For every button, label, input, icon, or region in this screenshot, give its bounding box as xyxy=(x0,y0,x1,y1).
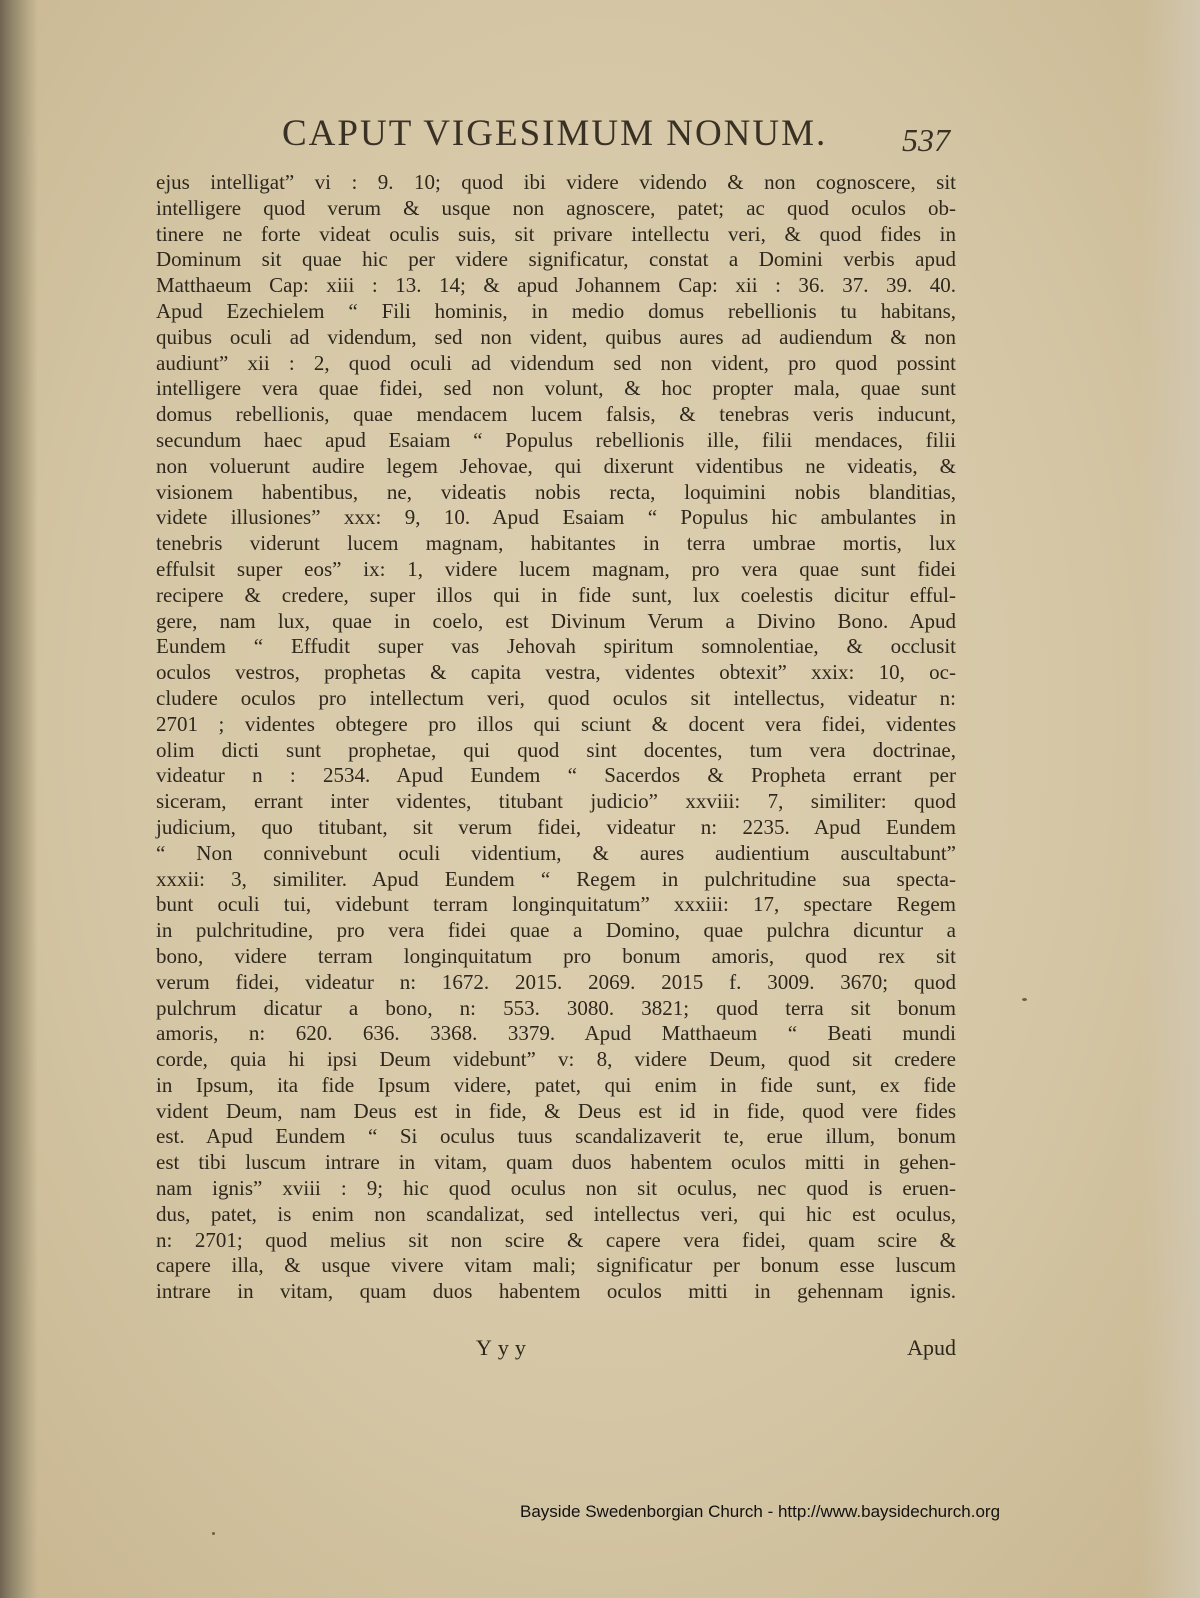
text-line: Matthaeum Cap: xiii : 13. 14; & apud Johannem Cap: xii : 36. 37. 39. 40. xyxy=(156,273,956,298)
text-line: videatur n : 2534. Apud Eundem “ Sacerdos & Propheta errant per xyxy=(156,763,956,788)
text-line: tenebris viderunt lucem magnam, habitantes in terra umbrae mortis, lux xyxy=(156,531,956,556)
page-footer xyxy=(156,1335,956,1365)
signature-mark: Yyy xyxy=(476,1335,532,1360)
text-line: olim dicti sunt prophetae, qui quod sint docentes, tum vera doctrinae, xyxy=(156,737,956,762)
paper-speck xyxy=(212,1532,215,1535)
text-line: verum fidei, videatur n: 1672. 2015. 2069. 2015 f. 3009. 3670; quod xyxy=(156,969,956,994)
text-line: tinere ne forte videat oculis suis, sit privare intellectu veri, & quod fides in xyxy=(156,221,956,246)
text-line: corde, quia hi ipsi Deum videbunt” v: 8, videre Deum, quod sit credere xyxy=(156,1047,956,1072)
text-line: Apud Ezechielem “ Fili hominis, in medio domus rebellionis tu habitans, xyxy=(156,298,956,323)
text-line: amoris, n: 620. 636. 3368. 3379. Apud Matthaeum “ Beati mundi xyxy=(156,1021,956,1046)
text-line: visionem habentibus, ne, videatis nobis recta, loquimini nobis blanditias, xyxy=(156,479,956,504)
text-line: ejus intelligat” vi : 9. 10; quod ibi videre videndo & non cognoscere, sit xyxy=(156,170,956,194)
paper-speck xyxy=(1022,998,1027,1001)
text-line: videte illusiones” xxx: 9, 10. Apud Esaiam “ Populus hic ambulantes in xyxy=(156,505,956,530)
page-number: 537 xyxy=(902,122,950,158)
page-edge xyxy=(1140,0,1200,1598)
text-line: 2701 ; videntes obtegere pro illos qui sciunt & docent vera fidei, videntes xyxy=(156,711,956,736)
text-line: est. Apud Eundem “ Si oculus tuus scandalizaverit te, erue illum, bonum xyxy=(156,1124,956,1149)
text-line: audiunt” xii : 2, quod oculi ad videndum sed non vident, pro quod possint xyxy=(156,350,956,375)
text-line: est tibi luscum intrare in vitam, quam duos habentem oculos mitti in gehen- xyxy=(156,1150,956,1175)
text-line: domus rebellionis, quae mendacem lucem falsis, & tenebras veris inducunt, xyxy=(156,402,956,427)
text-line: in pulchritudine, pro vera fidei quae a Domino, quae pulchra dicuntur a xyxy=(156,918,956,943)
book-spine-shadow xyxy=(0,0,38,1598)
watermark-text: Bayside Swedenborgian Church - http://www.baysidechurch.org xyxy=(520,1502,1001,1521)
body-text xyxy=(156,170,956,1305)
text-line: capere illa, & usque vivere vitam mali; significatur per bonum esse luscum xyxy=(156,1253,956,1278)
text-line: dus, patet, is enim non scandalizat, sed intellectus veri, qui hic est oculus, xyxy=(156,1201,956,1226)
text-line: intelligere vera quae fidei, sed non volunt, & hoc propter mala, quae sunt xyxy=(156,376,956,401)
text-line: intrare in vitam, quam duos habentem oculos mitti in gehennam ignis. xyxy=(156,1279,956,1304)
text-line: secundum haec apud Esaiam “ Populus rebellionis ille, filii mendaces, filii xyxy=(156,427,956,452)
text-line: gere, nam lux, quae in coelo, est Divinum Verum a Divino Bono. Apud xyxy=(156,608,956,633)
text-line: recipere & credere, super illos qui in fide sunt, lux coelestis dicitur efful- xyxy=(156,582,956,607)
text-line: xxxii: 3, similiter. Apud Eundem “ Regem in pulchritudine sua specta- xyxy=(156,866,956,891)
text-line: non voluerunt audire legem Jehovae, qui dixerunt videntibus ne videatis, & xyxy=(156,453,956,478)
text-line: judicium, quo titubant, sit verum fidei, videatur n: 2235. Apud Eundem xyxy=(156,814,956,839)
catchword: Apud xyxy=(907,1335,956,1360)
text-line: “ Non connivebunt oculi videntium, & aures audientium auscultabunt” xyxy=(156,840,956,865)
text-line: Eundem “ Effudit super vas Jehovah spiritum somnolentiae, & occlusit xyxy=(156,634,956,659)
text-line: oculos vestros, prophetas & capita vestra, videntes obtexit” xxix: 10, oc- xyxy=(156,660,956,685)
text-line: n: 2701; quod melius sit non scire & capere vera fidei, quam scire & xyxy=(156,1227,956,1252)
text-line: intelligere quod verum & usque non agnoscere, patet; ac quod oculos ob- xyxy=(156,195,956,220)
text-line: quibus oculi ad videndum, sed non vident, quibus aures ad audiendum & non xyxy=(156,324,956,349)
running-title: CAPUT VIGESIMUM NONUM. xyxy=(282,113,828,154)
text-line: bunt oculi tui, videbunt terram longinquitatum” xxxiii: 17, spectare Regem xyxy=(156,892,956,917)
text-line: cludere oculos pro intellectum veri, quod oculos sit intellectus, videatur n: xyxy=(156,685,956,710)
text-line: vident Deum, nam Deus est in fide, & Deus est id in fide, quod vere fides xyxy=(156,1098,956,1123)
text-line: effulsit super eos” ix: 1, videre lucem magnam, pro vera quae sunt fidei xyxy=(156,556,956,581)
text-line: Dominum sit quae hic per videre significatur, constat a Domini verbis apud xyxy=(156,247,956,272)
text-line: nam ignis” xviii : 9; hic quod oculus non sit oculus, nec quod is eruen- xyxy=(156,1176,956,1201)
text-line: pulchrum dicatur a bono, n: 553. 3080. 3821; quod terra sit bonum xyxy=(156,995,956,1020)
text-line: in Ipsum, ita fide Ipsum videre, patet, qui enim in fide sunt, ex fide xyxy=(156,1072,956,1097)
text-line: siceram, errant inter videntes, titubant judicio” xxviii: 7, similiter: quod xyxy=(156,789,956,814)
text-line: bono, videre terram longinquitatum pro bonum amoris, quod rex sit xyxy=(156,943,956,968)
